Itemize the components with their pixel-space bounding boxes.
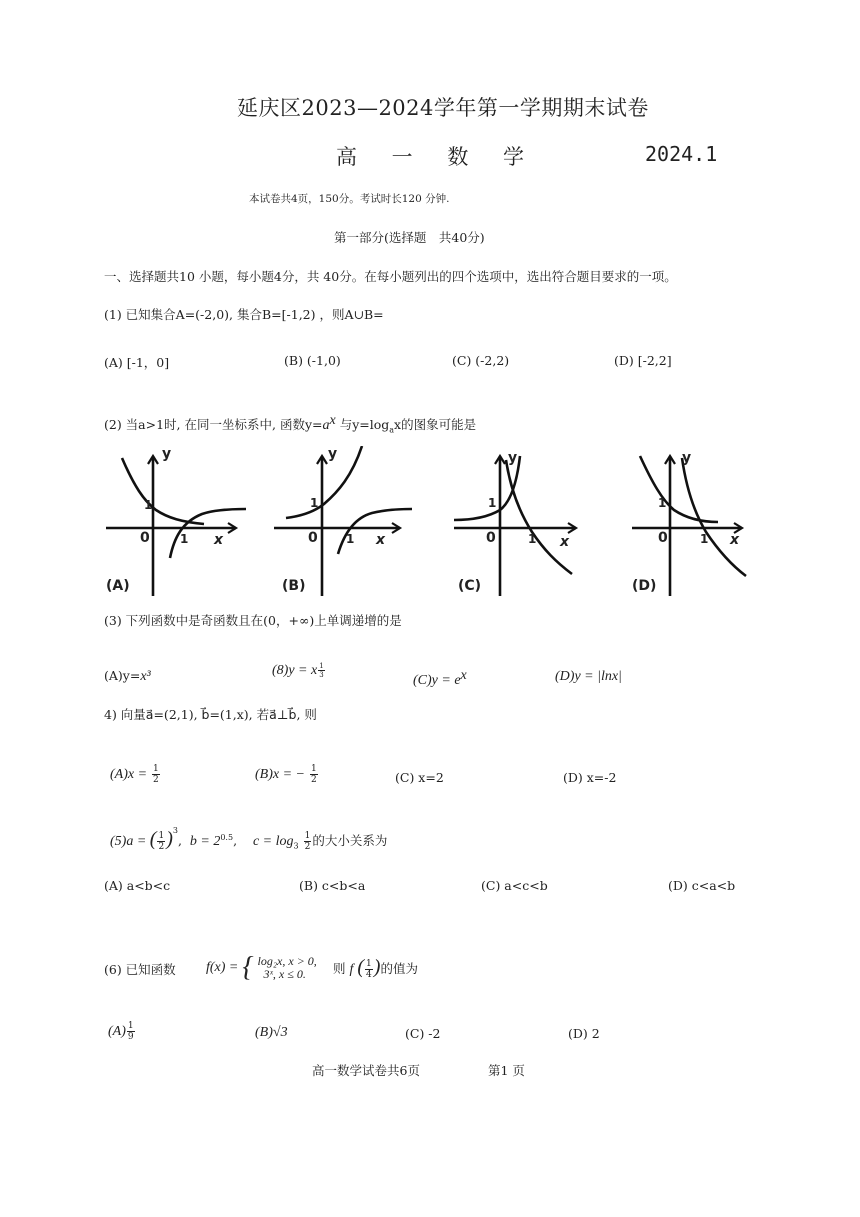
q6-option-b: (B)√3 <box>255 1025 288 1040</box>
q3-option-a: (A)y=x³ <box>104 668 151 684</box>
q5-option-b: (B) c<b<a <box>299 878 366 893</box>
q6-function: f(x) = { log₂x, x > 0, 3ˣ, x ≤ 0. <box>206 952 317 983</box>
graph-b-origin: 0 <box>308 530 318 546</box>
graph-c-label: (C) <box>458 578 482 594</box>
q4-option-b: (B)x = − $\frac{1}{2}$ <box>255 764 317 785</box>
section-instruction: 一、选择题共10 小题，每小题4分，共 40分。在每小题列出的四个选项中，选出符合题目要求的一项。 <box>104 269 677 284</box>
q1-option-d: (D) [-2,2] <box>614 353 672 368</box>
graph-c-x-label: x <box>560 534 570 550</box>
graph-d-one-x: 1 <box>700 532 709 546</box>
graph-a <box>104 446 254 606</box>
graph-a-one-y: 1 <box>144 498 153 512</box>
q1-option-b: (B) (-1,0) <box>284 353 341 368</box>
graph-b <box>272 446 422 606</box>
graph-b-one-x: 1 <box>346 532 355 546</box>
graph-b-x-label: x <box>376 532 386 548</box>
q3-option-c: $(C)y = e^x$ <box>413 668 467 689</box>
q5-option-d: (D) c<a<b <box>668 878 736 893</box>
graph-c-one-x: 1 <box>528 532 537 546</box>
q1-stem: (1) 已知集合A=(-2,0), 集合B=[-1,2) ，则A∪B= <box>104 307 384 322</box>
q1-option-a: (A) [-1，0] <box>104 355 170 370</box>
q4-option-a: (A)x = $\frac{1}{2}$ <box>110 764 159 785</box>
q2-stem: (2) 当a>1时, 在同一坐标系中, 函数$y=a^x$ 与$y=\log_ax$的图象可能是 <box>104 413 477 435</box>
graph-a-one-x: 1 <box>180 532 189 546</box>
q3-option-b: (8)y = x $\frac{1}{3}$ <box>272 662 324 679</box>
graph-d-origin: 0 <box>658 530 668 546</box>
graph-b-label: (B) <box>282 578 306 594</box>
exam-date: 2024.1 <box>645 142 718 166</box>
footer-total-pages: 高一数学试卷共6页 <box>312 1063 420 1078</box>
q3-option-d: (D)y = |lnx| <box>555 669 622 684</box>
graph-c-one-y: 1 <box>488 496 497 510</box>
graph-c-y-label: y <box>508 450 518 466</box>
graph-d-x-label: x <box>730 532 740 548</box>
graph-c <box>452 446 592 606</box>
footer-page-number: 第1 页 <box>488 1063 525 1078</box>
q3-stem: (3) 下列函数中是奇函数且在(0，+∞)上单调递增的是 <box>104 613 402 628</box>
graph-d-y-label: y <box>682 450 692 466</box>
exam-note: 本试卷共4页，150分。考试时长120 分钟. <box>249 193 450 205</box>
q4-option-d: (D) x=-2 <box>563 770 617 785</box>
exam-title: 延庆区2023—2024学年第一学期期末试卷 <box>237 96 649 120</box>
graph-a-origin: 0 <box>140 530 150 546</box>
q6-option-a: (A) $\frac{1}{9}$ <box>108 1021 134 1042</box>
graph-b-y-label: y <box>328 446 338 462</box>
q6-option-d: (D) 2 <box>568 1026 600 1041</box>
graph-d-label: (D) <box>632 578 657 594</box>
q1-option-c: (C) (-2,2) <box>452 353 510 368</box>
graph-b-one-y: 1 <box>310 496 319 510</box>
q6-stem: (6) 已知函数 <box>104 962 176 977</box>
q4-option-c: (C) x=2 <box>395 770 444 785</box>
q5-option-c: (C) a<c<b <box>481 878 548 893</box>
graph-d-one-y: 1 <box>658 496 667 510</box>
graph-a-y-label: y <box>162 446 172 462</box>
q6-option-c: (C) -2 <box>405 1026 441 1041</box>
q5-option-a: (A) a<b<c <box>104 878 171 893</box>
graph-a-label: (A) <box>106 578 130 594</box>
q5-stem: (5)a = ( $\frac{1}{2}$ )$^3$, $b = 2^{0.5}$, $c = \log_3$ $\frac{1}{2}$ 的大小关系为 <box>110 826 388 852</box>
graph-d <box>630 446 760 606</box>
q6-question: 则 f ( $\frac{1}{4}$ )的值为 <box>333 956 418 980</box>
part-heading: 第一部分(选择题 共40分) <box>334 230 485 245</box>
subject-title: 高 一 数 学 <box>336 145 539 169</box>
graph-c-origin: 0 <box>486 530 496 546</box>
graph-a-x-label: x <box>214 532 224 548</box>
q4-stem: 4) 向量a⃗=(2,1), b⃗=(1,x), 若a⃗⊥b⃗, 则 <box>104 707 317 722</box>
q3-b-exponent: $\frac{1}{3}$ <box>319 662 324 679</box>
